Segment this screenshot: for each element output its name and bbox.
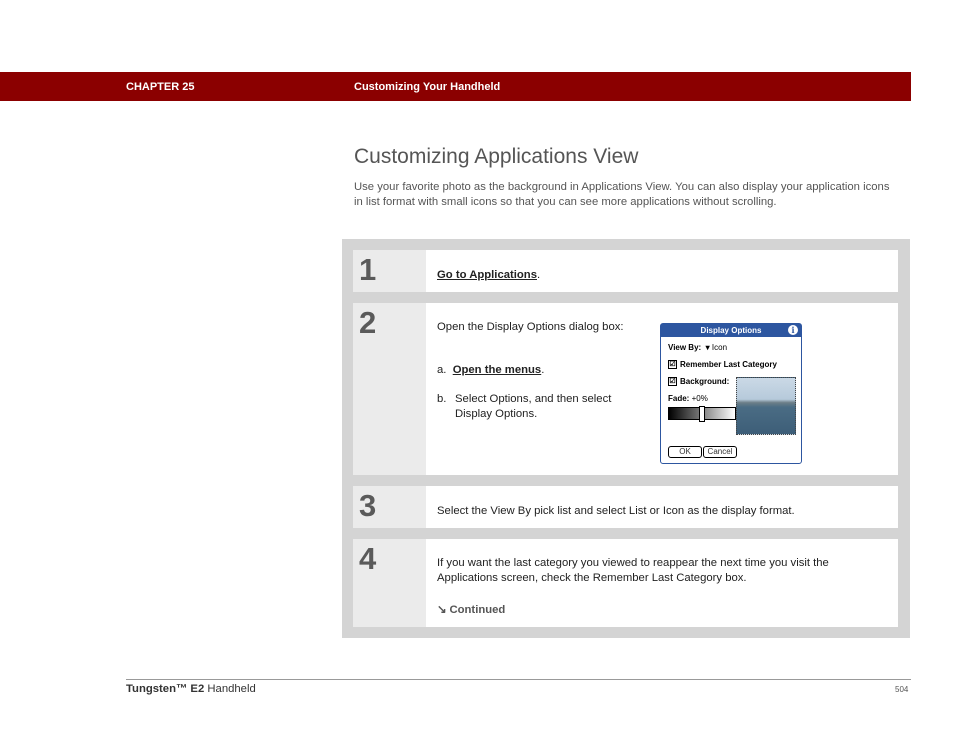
sub-b-prefix: b. (437, 393, 447, 405)
header-bar (0, 72, 911, 101)
ok-button[interactable]: OK (668, 446, 702, 458)
go-to-applications-link[interactable]: Go to Applications (437, 269, 537, 281)
section-title: Customizing Applications View (354, 145, 639, 168)
product-name: Tungsten™ E2 (126, 683, 205, 695)
steps-panel (342, 239, 910, 638)
chapter-label: CHAPTER 25 (126, 81, 195, 93)
step-4-text: If you want the last category you viewed to reappear the next time you visit the Applications screen, check the Remember Last Category box. (437, 557, 829, 584)
fade-slider[interactable] (668, 407, 736, 420)
dialog-title-bar (661, 324, 801, 337)
cancel-button[interactable]: Cancel (703, 446, 737, 458)
intro-paragraph: Use your favorite photo as the background in Applications View. You can also display your application icons in list format with small icons so that you can see more applications without scrolling. (354, 181, 890, 208)
background-label: Background: (680, 377, 730, 386)
step-number: 4 (359, 541, 377, 576)
footer-rule (126, 679, 911, 680)
step-3-text: Select the View By pick list and select List or Icon as the display format. (437, 505, 795, 517)
dialog-title: Display Options (700, 326, 762, 335)
step-4 (353, 539, 898, 627)
fade-slider-handle[interactable] (699, 406, 705, 422)
remember-checkbox[interactable]: ☑ (669, 361, 676, 369)
open-the-menus-link[interactable]: Open the menus (452, 364, 542, 376)
sub-a-prefix: a. (437, 364, 447, 376)
remember-label: Remember Last Category (680, 360, 777, 369)
step-3 (353, 486, 898, 528)
footer-product (126, 683, 256, 695)
sub-a-suffix: . (541, 364, 545, 376)
step-number: 1 (359, 252, 377, 287)
background-checkbox[interactable]: ☑ (669, 378, 676, 386)
view-by-value[interactable]: Icon (711, 343, 728, 352)
step-number: 3 (359, 488, 377, 523)
continued-label: Continued (449, 604, 506, 616)
sub-b-text: Select Options, and then select Display Options. (455, 393, 612, 420)
arrow-down-right-icon: ↘ (437, 604, 447, 616)
chevron-down-icon[interactable]: ▾ (703, 343, 710, 352)
step-2-text: Open the Display Options dialog box: (437, 321, 624, 333)
step-1 (353, 250, 898, 292)
step-number: 2 (359, 305, 377, 340)
fade-value: +0% (691, 394, 708, 403)
info-icon[interactable]: i (788, 325, 798, 335)
display-options-dialog (660, 323, 802, 464)
fade-label: Fade: (668, 394, 690, 403)
step-2 (353, 303, 898, 475)
product-suffix: Handheld (204, 683, 256, 695)
chapter-title: Customizing Your Handheld (354, 81, 501, 93)
view-by-label: View By: (668, 343, 702, 352)
page-number: 504 (895, 685, 909, 694)
step-1-suffix: . (537, 269, 541, 281)
background-photo[interactable] (736, 377, 796, 435)
